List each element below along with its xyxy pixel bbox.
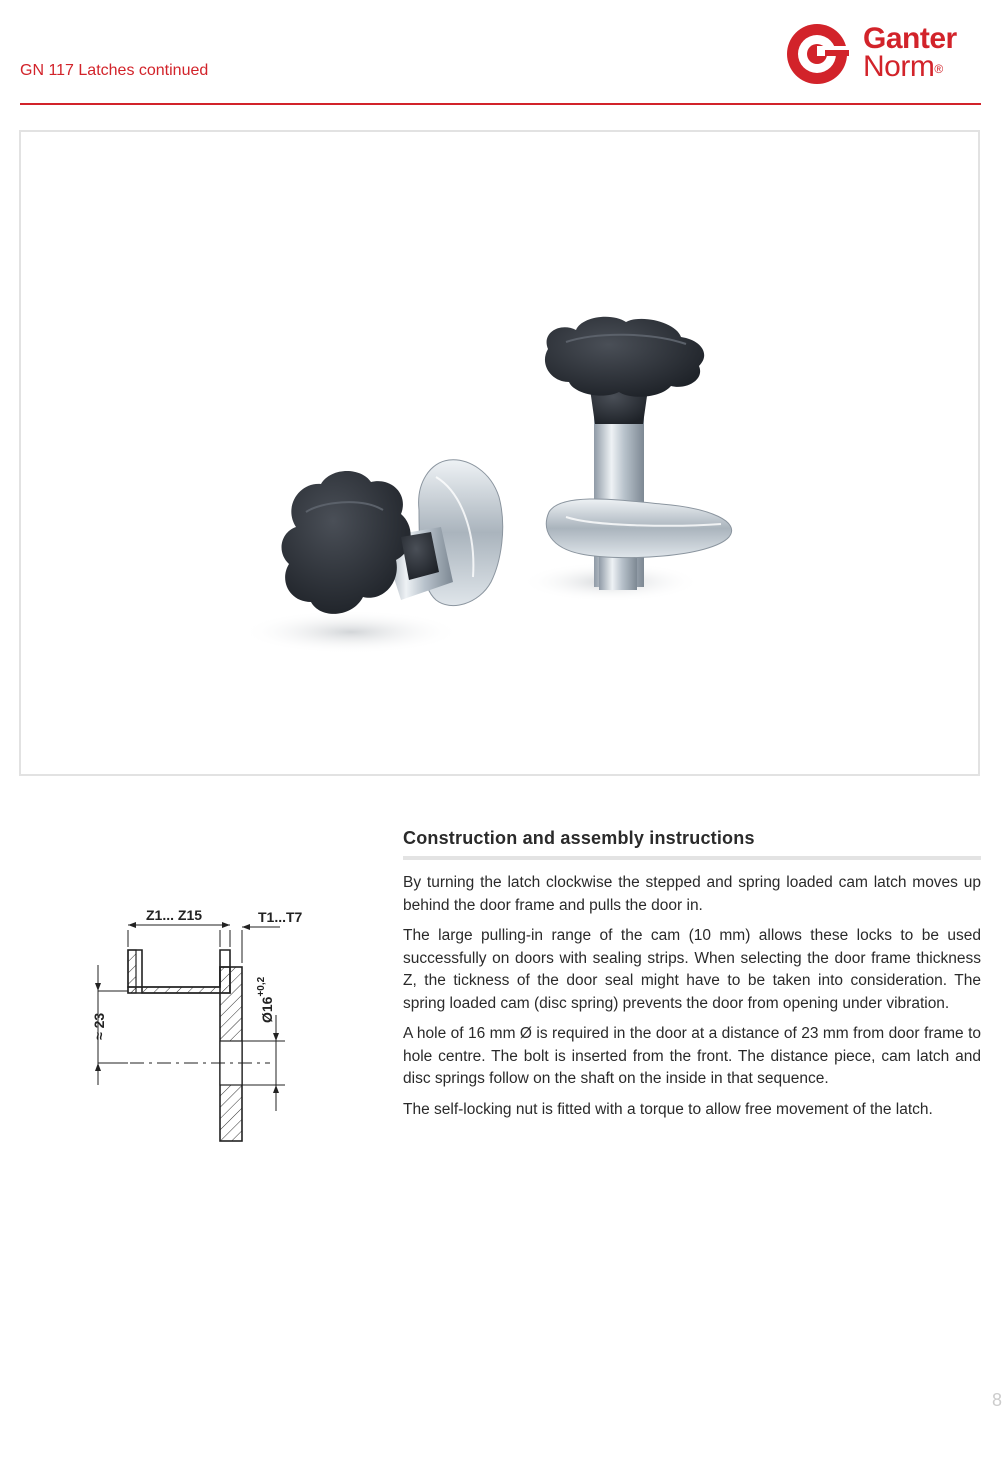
ganter-norm-logo	[785, 22, 985, 86]
star-knob-cam-latch-photo-icon	[21, 132, 978, 774]
paragraph: A hole of 16 mm Ø is required in the door at a distance of 23 mm from door frame to hole centre. The bolt is inserted from the front. The distance piece, cam latch and disc springs follow on the shaft on the inside in that sequence.	[403, 1025, 981, 1087]
paragraph: The large pulling-in range of the cam (10 mm) allows these locks to be used successfully on doors with sealing strips. When selecting the door frame thickness Z, the tickness of the door seal might have to be taken into consideration. The spring loaded cam (disc spring) prevents the door from opening under vibration.	[403, 927, 981, 1012]
instructions-text	[403, 872, 981, 1129]
label-tol: +0,2	[256, 976, 267, 997]
header-title: GN 117 Latches continued	[20, 62, 209, 79]
logo-text-ganter: Ganter	[863, 22, 957, 55]
section-heading: Construction and assembly instructions	[403, 828, 755, 848]
label-hole: $Ø16^{+0,2}$	[256, 976, 275, 1023]
registered-mark: ®	[934, 62, 943, 76]
label-z: Z1... Z15	[146, 907, 203, 923]
label-t: T1...T7	[258, 909, 303, 925]
ganter-logo-icon	[785, 22, 849, 86]
heading-rule	[403, 856, 981, 860]
assembly-drawing	[70, 895, 350, 1155]
paragraph: By turning the latch clockwise the stepped and spring loaded cam latch moves up behind the door frame and pulls the door in.	[403, 874, 981, 914]
paragraph: The self-locking nut is fitted with a torque to allow free movement of the latch.	[403, 1100, 933, 1118]
header-rule	[20, 103, 981, 105]
product-photo	[19, 130, 980, 776]
logo-text-norm: Norm®	[863, 50, 943, 83]
page-number: 8	[992, 1390, 1002, 1410]
label-23: ≈ 23	[91, 1012, 107, 1040]
